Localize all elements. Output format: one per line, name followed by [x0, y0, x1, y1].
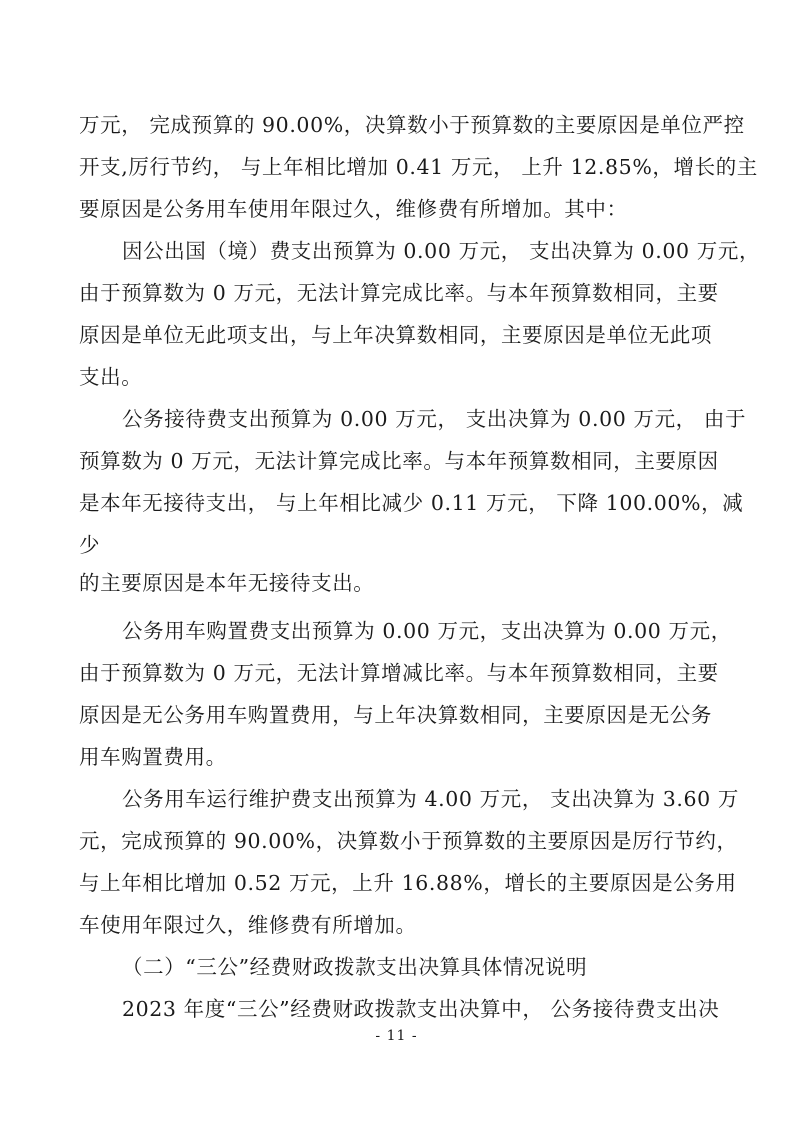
paragraph-line: 原因是单位无此项支出，与上年决算数相同，主要原因是单位无此项 [79, 323, 712, 347]
paragraph-line: 车使用年限过久，维修费有所增加。 [79, 913, 417, 937]
paragraph-line: 公务用车运行维护费支出预算为 4.00 万元， 支出决算为 3.60 万 [122, 787, 739, 811]
paragraph-line: 支出。 [79, 365, 143, 389]
paragraph-line: 由于预算数为 0 万元，无法计算完成比率。与本年预算数相同，主要 [79, 281, 719, 305]
paragraph-line: 因公出国（境）费支出预算为 0.00 万元， 支出决算为 0.00 万元， [122, 239, 761, 263]
paragraph-line: 万元， 完成预算的 90.00%，决算数小于预算数的主要原因是单位严控 [79, 113, 745, 137]
paragraph-line: 公务接待费支出预算为 0.00 万元， 支出决算为 0.00 万元， 由于 [122, 407, 747, 431]
paragraph-line: 原因是无公务用车购置费用，与上年决算数相同，主要原因是无公务 [79, 703, 712, 727]
paragraph-line: 与上年相比增加 0.52 万元，上升 16.88%，增长的主要原因是公务用 [79, 871, 737, 895]
paragraph-line: 用车购置费用。 [79, 745, 227, 769]
paragraph-line: 由于预算数为 0 万元，无法计算增减比率。与本年预算数相同，主要 [79, 661, 719, 685]
paragraph-line: 的主要原因是本年无接待支出。 [79, 571, 375, 595]
paragraph-line: 预算数为 0 万元，无法计算完成比率。与本年预算数相同，主要原因 [79, 449, 719, 473]
paragraph-line: 2023 年度“三公”经费财政拨款支出决算中， 公务接待费支出决 [122, 997, 720, 1021]
paragraph-line: 要原因是公务用车使用年限过久，维修费有所增加。其中： [79, 197, 628, 221]
section-heading: （二）“三公”经费财政拨款支出决算具体情况说明 [122, 955, 588, 979]
page-number: - 11 - [375, 1028, 418, 1044]
paragraph-line: 少 [79, 533, 101, 557]
paragraph-line: 元，完成预算的 90.00%，决算数小于预算数的主要原因是厉行节约， [79, 829, 738, 853]
paragraph-line: 公务用车购置费支出预算为 0.00 万元，支出决算为 0.00 万元， [122, 619, 732, 643]
paragraph-line: 开支,厉行节约， 与上年相比增加 0.41 万元， 上升 12.85%，增长的主 [79, 155, 758, 179]
paragraph-line: 是本年无接待支出， 与上年相比减少 0.11 万元， 下降 100.00%，减 [79, 491, 744, 515]
